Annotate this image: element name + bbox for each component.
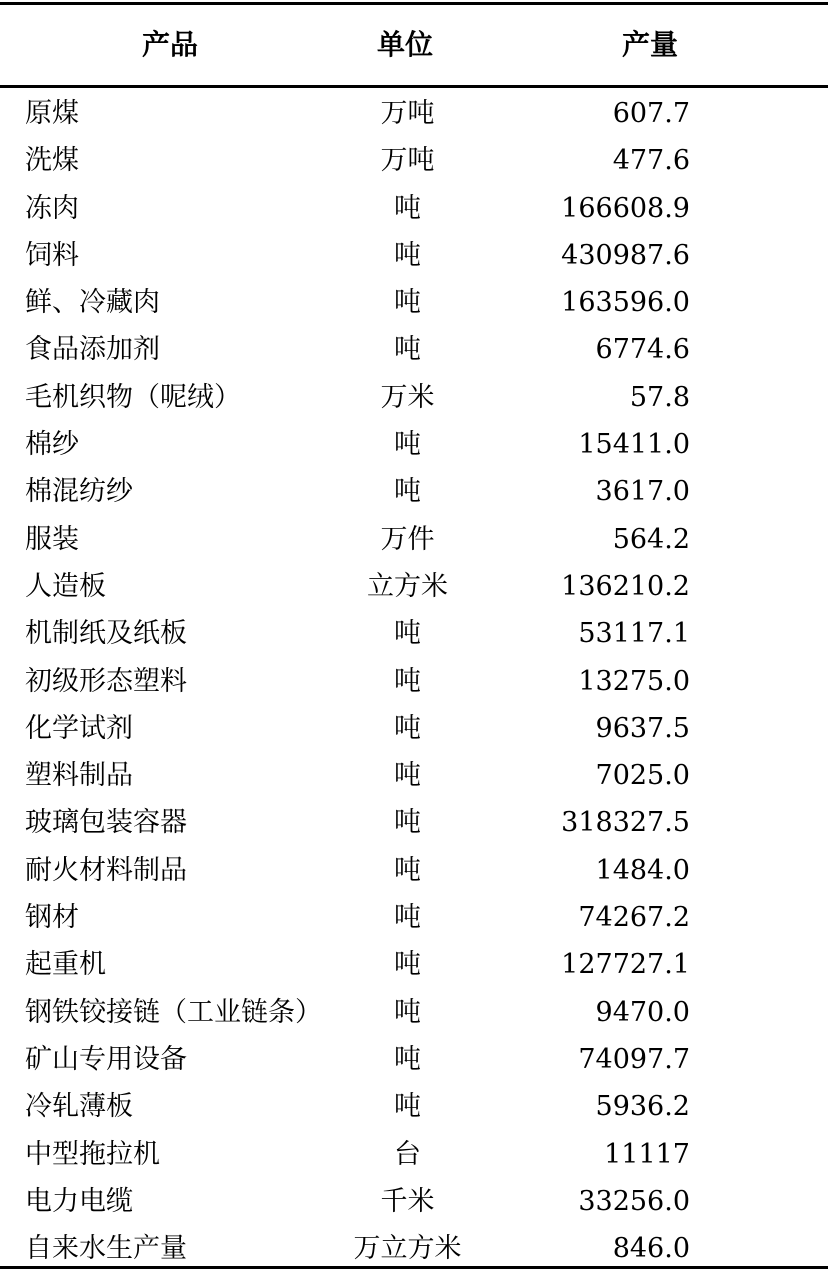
cell-unit: 千米 bbox=[380, 1185, 435, 1217]
cell-output: 57.8 bbox=[629, 381, 690, 413]
cell-output: 136210.2 bbox=[561, 570, 690, 602]
cell-output: 166608.9 bbox=[561, 192, 690, 224]
cell-unit: 吨 bbox=[394, 476, 421, 508]
cell-product: 钢铁铰接链（工业链条） bbox=[25, 996, 322, 1028]
table-body bbox=[0, 90, 828, 1272]
table-row bbox=[0, 326, 828, 373]
cell-unit: 吨 bbox=[394, 287, 421, 319]
cell-product: 棉混纺纱 bbox=[25, 476, 133, 508]
cell-unit: 吨 bbox=[394, 854, 421, 886]
cell-product: 冻肉 bbox=[25, 192, 79, 224]
cell-output: 33256.0 bbox=[578, 1185, 690, 1217]
cell-product: 矿山专用设备 bbox=[25, 1043, 187, 1075]
cell-unit: 吨 bbox=[394, 192, 421, 224]
cell-product: 服装 bbox=[25, 523, 79, 555]
cell-output: 74267.2 bbox=[578, 902, 690, 934]
table-row bbox=[0, 279, 828, 326]
table-bottom-rule bbox=[0, 1266, 828, 1269]
table-row bbox=[0, 90, 828, 137]
cell-product: 食品添加剂 bbox=[25, 334, 160, 366]
cell-output: 127727.1 bbox=[561, 949, 690, 981]
cell-unit: 吨 bbox=[394, 665, 421, 697]
table-row bbox=[0, 989, 828, 1036]
cell-unit: 吨 bbox=[394, 902, 421, 934]
cell-output: 846.0 bbox=[612, 1233, 690, 1265]
table-row bbox=[0, 1225, 828, 1272]
cell-output: 7025.0 bbox=[595, 760, 690, 792]
cell-product: 玻璃包装容器 bbox=[25, 807, 187, 839]
table-row bbox=[0, 847, 828, 894]
cell-product: 耐火材料制品 bbox=[25, 854, 187, 886]
cell-unit: 吨 bbox=[394, 996, 421, 1028]
cell-unit: 吨 bbox=[394, 712, 421, 744]
cell-output: 15411.0 bbox=[578, 429, 690, 461]
cell-output: 1484.0 bbox=[595, 854, 690, 886]
cell-product: 中型拖拉机 bbox=[25, 1138, 160, 1170]
table-row bbox=[0, 185, 828, 232]
header-product: 产品 bbox=[141, 28, 198, 61]
table-row bbox=[0, 941, 828, 988]
table-row bbox=[0, 374, 828, 421]
cell-output: 6774.6 bbox=[595, 334, 690, 366]
cell-product: 棉纱 bbox=[25, 429, 79, 461]
cell-output: 9470.0 bbox=[595, 996, 690, 1028]
table-header bbox=[0, 5, 828, 85]
cell-output: 53117.1 bbox=[578, 618, 690, 650]
cell-product: 机制纸及纸板 bbox=[25, 618, 187, 650]
table-row bbox=[0, 705, 828, 752]
table-header-rule bbox=[0, 85, 828, 88]
cell-product: 初级形态塑料 bbox=[25, 665, 187, 697]
cell-product: 人造板 bbox=[25, 570, 106, 602]
cell-unit: 吨 bbox=[394, 1091, 421, 1123]
cell-unit: 万米 bbox=[380, 381, 435, 413]
cell-output: 11117 bbox=[604, 1138, 690, 1170]
cell-unit: 万立方米 bbox=[353, 1233, 462, 1265]
cell-unit: 台 bbox=[394, 1138, 421, 1170]
cell-output: 5936.2 bbox=[595, 1091, 690, 1123]
cell-unit: 万吨 bbox=[380, 145, 435, 177]
cell-output: 74097.7 bbox=[578, 1043, 690, 1075]
cell-product: 鲜、冷藏肉 bbox=[25, 287, 160, 319]
cell-product: 电力电缆 bbox=[25, 1185, 133, 1217]
cell-output: 564.2 bbox=[612, 523, 690, 555]
cell-product: 饲料 bbox=[25, 239, 79, 271]
cell-product: 原煤 bbox=[25, 98, 79, 129]
table-row bbox=[0, 658, 828, 705]
cell-unit: 吨 bbox=[394, 1043, 421, 1075]
cell-unit: 立方米 bbox=[367, 570, 448, 602]
table-row bbox=[0, 137, 828, 184]
cell-product: 洗煤 bbox=[25, 145, 79, 177]
cell-unit: 万件 bbox=[380, 523, 435, 555]
cell-unit: 吨 bbox=[394, 949, 421, 981]
cell-output: 477.6 bbox=[612, 145, 690, 177]
cell-unit: 吨 bbox=[394, 618, 421, 650]
table-row bbox=[0, 1131, 828, 1178]
table-row bbox=[0, 894, 828, 941]
cell-product: 塑料制品 bbox=[25, 760, 133, 792]
table-row bbox=[0, 516, 828, 563]
cell-product: 化学试剂 bbox=[25, 712, 133, 744]
table-row bbox=[0, 610, 828, 657]
cell-output: 3617.0 bbox=[595, 476, 690, 508]
cell-product: 钢材 bbox=[25, 902, 79, 934]
cell-product: 自来水生产量 bbox=[25, 1233, 187, 1265]
table-row bbox=[0, 232, 828, 279]
table-row bbox=[0, 1083, 828, 1130]
table-row bbox=[0, 799, 828, 846]
cell-output: 163596.0 bbox=[561, 287, 690, 319]
cell-unit: 吨 bbox=[394, 334, 421, 366]
cell-output: 607.7 bbox=[612, 98, 690, 129]
cell-output: 318327.5 bbox=[561, 807, 690, 839]
table-row bbox=[0, 563, 828, 610]
cell-output: 430987.6 bbox=[561, 239, 690, 271]
cell-product: 起重机 bbox=[25, 949, 106, 981]
cell-unit: 吨 bbox=[394, 807, 421, 839]
cell-unit: 吨 bbox=[394, 429, 421, 461]
cell-product: 毛机织物（呢绒） bbox=[25, 381, 241, 413]
cell-unit: 吨 bbox=[394, 760, 421, 792]
cell-output: 9637.5 bbox=[595, 712, 690, 744]
cell-output: 13275.0 bbox=[578, 665, 690, 697]
header-output: 产量 bbox=[621, 28, 678, 61]
header-unit: 单位 bbox=[376, 28, 433, 61]
table-row bbox=[0, 421, 828, 468]
cell-unit: 吨 bbox=[394, 239, 421, 271]
table-row bbox=[0, 1178, 828, 1225]
cell-unit: 万吨 bbox=[380, 98, 435, 129]
table-row bbox=[0, 468, 828, 515]
table-row bbox=[0, 1036, 828, 1083]
cell-product: 冷轧薄板 bbox=[25, 1091, 133, 1123]
table-row bbox=[0, 752, 828, 799]
